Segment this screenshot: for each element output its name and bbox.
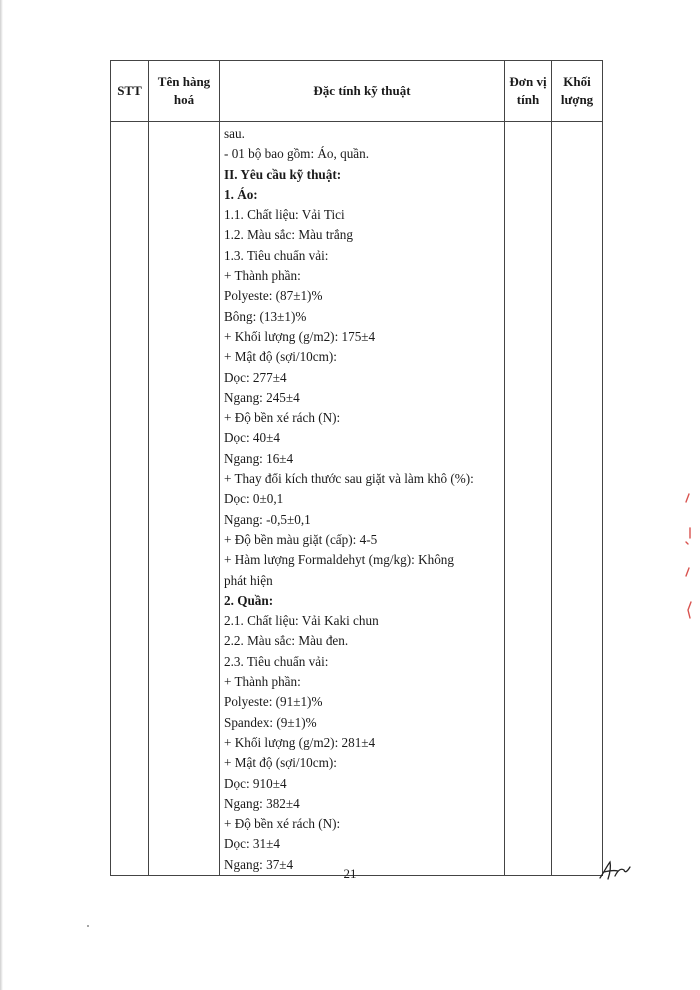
spec-lines <box>220 122 504 875</box>
spec-line: phát hiện <box>224 572 273 588</box>
signature-mark <box>598 858 632 884</box>
table-row <box>111 122 603 876</box>
quantity-cell <box>552 122 603 876</box>
spec-line: - 01 bộ bao gồm: Áo, quần. <box>224 146 370 162</box>
header-technical-spec: Đặc tính kỹ thuật <box>220 61 505 122</box>
header-unit: Đơn vị tính <box>505 61 552 122</box>
spec-line: Ngang: -0,5±0,1 <box>224 511 311 527</box>
page-number: 21 <box>343 866 357 881</box>
spec-line: 1.2. Màu sắc: Màu trắng <box>224 227 353 243</box>
spec-line: Spandex: (9±1)% <box>224 714 317 730</box>
spec-line: Dọc: 277±4 <box>224 369 287 385</box>
header-row <box>111 61 603 122</box>
spec-line: + Độ bền xé rách (N): <box>224 816 341 832</box>
spec-line: 2.2. Màu sắc: Màu đen. <box>224 633 349 649</box>
spec-line: + Hàm lượng Formaldehyt (mg/kg): Không <box>224 552 454 568</box>
spec-line: + Thành phần: <box>224 674 301 690</box>
stt-cell <box>111 122 149 876</box>
spec-line: Dọc: 40±4 <box>224 430 280 446</box>
spec-line: + Khối lượng (g/m2): 281±4 <box>224 734 376 750</box>
spec-line: + Thành phần: <box>224 268 301 284</box>
item-name-cell <box>149 122 220 876</box>
spec-line: + Khối lượng (g/m2): 175±4 <box>224 328 376 344</box>
header-item-name: Tên hàng hoá <box>149 61 220 122</box>
spec-line: 2.1. Chất liệu: Vải Kaki chun <box>224 613 379 629</box>
spec-line: 2.3. Tiêu chuẩn vải: <box>224 653 329 669</box>
unit-cell <box>505 122 552 876</box>
spec-line: + Mật độ (sợi/10cm): <box>224 349 337 365</box>
spec-cell <box>220 122 505 876</box>
spec-line: Polyeste: (91±1)% <box>224 694 323 710</box>
red-stamp-fragment <box>680 490 694 630</box>
spec-line: sau. <box>224 126 245 141</box>
spec-line: 2. Quần: <box>224 592 274 608</box>
header-stt: STT <box>111 61 149 122</box>
header-quantity: Khối lượng <box>552 61 603 122</box>
spec-line: 1. Áo: <box>224 186 258 202</box>
spec-line: Bông: (13±1)% <box>224 308 307 324</box>
scan-speck <box>87 925 89 927</box>
spec-line: Dọc: 910±4 <box>224 775 287 791</box>
spec-line: Ngang: 37±4 <box>224 856 294 872</box>
spec-line: Ngang: 245±4 <box>224 389 300 405</box>
spec-line: II. Yêu cầu kỹ thuật: <box>224 166 342 182</box>
spec-line: + Độ bền xé rách (N): <box>224 410 341 426</box>
spec-line: + Độ bền màu giặt (cấp): 4-5 <box>224 531 378 547</box>
spec-line: 1.1. Chất liệu: Vải Tici <box>224 207 345 223</box>
spec-line: Ngang: 16±4 <box>224 450 294 466</box>
spec-line: Polyeste: (87±1)% <box>224 288 323 304</box>
spec-line: Ngang: 382±4 <box>224 795 300 811</box>
spec-line: Dọc: 31±4 <box>224 836 280 852</box>
spec-line: + Mật độ (sợi/10cm): <box>224 755 337 771</box>
scan-edge-shadow <box>0 0 3 990</box>
spec-line: Dọc: 0±0,1 <box>224 491 284 507</box>
spec-line: + Thay đổi kích thước sau giặt và làm khô (%): <box>224 471 474 487</box>
spec-line: 1.3. Tiêu chuẩn vải: <box>224 247 329 263</box>
spec-table <box>110 60 603 876</box>
